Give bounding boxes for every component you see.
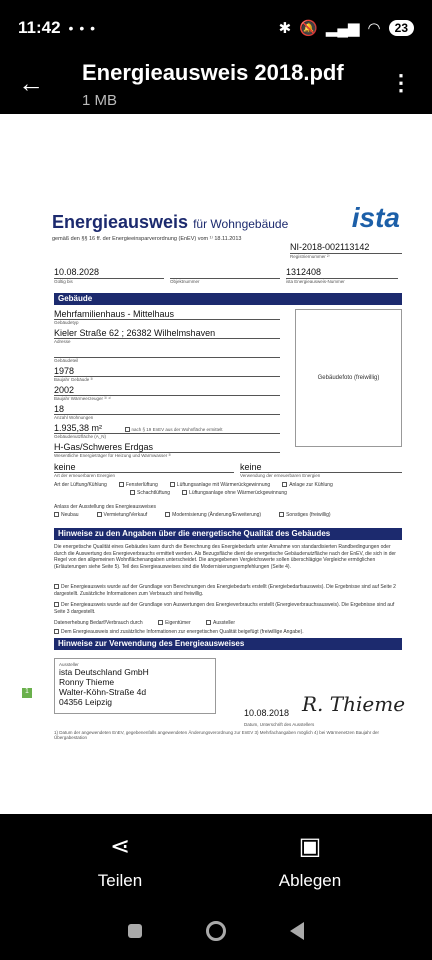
checkbox-icon — [54, 584, 59, 589]
sign-date: 10.08.2018 — [244, 708, 290, 718]
checkbox-icon — [125, 427, 130, 432]
field-label: Gebäudeteil — [54, 358, 79, 363]
field-value — [54, 347, 280, 358]
vent-opt-label: Lüftungsanlage ohne Wärmerückgewinnung — [189, 490, 287, 496]
status-time: 11:42 — [18, 18, 61, 37]
valid-until-value: 10.08.2028 — [54, 267, 164, 279]
reason-opt — [165, 512, 261, 518]
ventilation-label: Art der Lüftung/Kühlung — [54, 482, 107, 488]
ista-number-label: ista Energieausweis-Nummer — [286, 279, 345, 284]
ventilation-row-2 — [54, 490, 402, 496]
object-number-value — [170, 267, 280, 279]
section-hints: Hinweise zu den Angaben über die energetische Qualität des Gebäudes — [54, 528, 402, 540]
building-photo: Gebäudefoto (freiwillig) — [295, 309, 402, 447]
ista-number-value: 1312408 — [286, 267, 398, 279]
reason-opt — [97, 512, 148, 518]
app-header — [0, 56, 432, 114]
field-value — [54, 423, 280, 434]
reason-opt-label: Sonstiges (freiwillig) — [286, 512, 331, 518]
vent-opt — [119, 482, 158, 488]
checkbox-icon — [97, 512, 102, 517]
mute-icon: 🔕 — [299, 20, 318, 37]
issuer-line: Walter-Köhn-Straße 4d — [59, 687, 147, 697]
wifi-icon: ◠ — [367, 20, 381, 37]
valid-until-label: Gültig bis — [54, 279, 73, 284]
checkbox-icon — [54, 602, 59, 607]
checkbox-icon — [54, 512, 59, 517]
nav-back-icon[interactable] — [290, 922, 304, 940]
bedarf-option — [54, 584, 402, 597]
field-label: Baujahr Gebäude ³⁾ — [54, 377, 94, 382]
extra-info-option — [54, 629, 402, 636]
checkbox-icon — [282, 482, 287, 487]
checkbox-icon — [54, 629, 59, 634]
field-label: Wesentliche Energieträger für Heizung und Warmwasser ³⁾ — [54, 453, 172, 458]
field-label: Art der erneuerbaren Energien — [54, 473, 116, 478]
checkbox-icon — [279, 512, 284, 517]
field-value: Mehrfamilienhaus - Mittelhaus — [54, 309, 280, 320]
status-bar — [0, 0, 432, 56]
reason-opt — [54, 512, 79, 518]
object-number-label: Objektnummer — [170, 279, 200, 284]
issuer-option — [206, 620, 235, 626]
reason-label-text: Anlass der Ausstellung des Energieausweises — [54, 504, 157, 510]
field-label: Verwendung der erneuerbaren Energien — [240, 473, 321, 478]
reason-label — [54, 504, 402, 510]
file-title: Energieausweis 2018.pdf — [82, 60, 344, 85]
reason-opt-label: Modernisierung (Änderung/Erweiterung) — [172, 512, 262, 518]
field-label: Anzahl Wohnungen — [54, 415, 94, 420]
field-value: Kieler Straße 62 ; 26382 Wilhelmshaven — [54, 328, 280, 339]
doc-subtitle: gemäß den §§ 16 ff. der Energieeinsparverordnung (EnEV) vom ¹⁾ 18.11.2013 — [52, 236, 242, 242]
field-building-part — [54, 347, 280, 363]
field-renewables-type — [54, 462, 234, 478]
ista-logo: ista — [351, 202, 400, 233]
system-navbar — [0, 902, 432, 960]
field-address — [54, 328, 280, 344]
home-icon[interactable] — [206, 921, 226, 941]
checkbox-icon — [182, 490, 187, 495]
recents-icon[interactable] — [128, 924, 142, 938]
reg-no-label: Registriernummer ²⁾ — [290, 254, 330, 259]
gallery-icon: ▣ — [298, 833, 322, 860]
checkbox-icon — [119, 482, 124, 487]
signature: R. Thieme — [302, 692, 406, 716]
checkbox-icon — [206, 620, 211, 625]
more-options-icon[interactable]: ⋮ — [390, 70, 412, 95]
field-renewables-use — [240, 462, 402, 478]
nach-note-text: nach § 19 EnEV aus der Wohnfläche ermittelt — [131, 427, 223, 432]
back-arrow-icon[interactable]: ← — [18, 68, 44, 98]
issuer-label: Aussteller — [59, 662, 79, 667]
vent-opt — [182, 490, 287, 496]
doc-title-small: für Wohngebäude — [193, 217, 289, 231]
checkbox-icon — [165, 512, 170, 517]
pdf-viewer[interactable] — [0, 114, 432, 814]
field-value: 18 — [54, 404, 280, 415]
reason-opt-label: Neubau — [61, 512, 79, 518]
issuer-line: 04356 Leipzig — [59, 697, 112, 707]
field-label: Baujahr Wärmeerzeuger ³⁾ ⁴⁾ — [54, 396, 112, 401]
hints-text: Die energetische Qualität eines Gebäudes kann durch die Berechnung des Energiebedarfs unter Annahme von standardisierten Randbedingungen oder durch die Auswertung des Energieverbrauchs ermittelt werden. Als Bezugsfläche dient die energetische Gebäudenutzfläche nach der EnEV, die sich in der Regel von den allgemeinen Wohnflächenangaben unterscheidet. Die angegebenen Vergleichswerte sollen überschlägige Vergleiche ermöglichen (Erläuterungen siehe Seite 5). Teil des Energieausweises sind die Modernisierungsempfehlungen (Seite 4). — [54, 544, 396, 570]
vent-opt — [130, 490, 170, 496]
field-floor-area — [54, 423, 280, 439]
issuer-option-label: Aussteller — [213, 620, 235, 626]
battery-icon: 23 — [389, 20, 414, 36]
footnote: 1) Datum der angewendeten EnEV, gegebenenfalls angewendeten Änderungsverordnung zur EnEV 3) Mehrfachangaben möglich 4) bei Wärmenetzen Baujahr der Übergabestation — [54, 730, 380, 740]
bedarf-text: Der Energieausweis wurde auf der Grundlage von Berechnungen des Energiebedarfs erstellt (Energiebedarfsausweis). Die Ergebnisse sind auf Seite 2 dargestellt. Zusätzliche Informationen zum Verbrauch sind freiwillig. — [54, 584, 396, 597]
field-value: keine — [240, 462, 402, 473]
checkbox-icon — [130, 490, 135, 495]
file-label: Ablegen — [278, 871, 342, 890]
vent-opt — [170, 482, 270, 488]
ventilation-row — [54, 482, 402, 488]
vent-opt-label: Anlage zur Kühlung — [289, 482, 333, 488]
data-collection-row — [54, 620, 402, 627]
vent-opt — [282, 482, 333, 488]
file-button[interactable] — [250, 832, 370, 891]
field-year-heater — [54, 385, 280, 402]
pdf-page — [20, 182, 412, 742]
share-label: Teilen — [97, 871, 143, 890]
field-year-building — [54, 366, 280, 383]
extra-info-text: Dem Energieausweis sind zusätzliche Informationen zur energetischen Qualität beigefügt (freiwillige Angabe). — [61, 629, 304, 635]
bluetooth-icon: ✱ — [278, 20, 292, 37]
reason-opt — [279, 512, 330, 518]
registration-number — [290, 242, 402, 260]
status-icons — [279, 19, 414, 37]
title-block — [82, 60, 344, 109]
doc-title-main: Energieausweis — [52, 212, 189, 232]
owner-option — [158, 620, 191, 626]
reason-row — [54, 512, 402, 518]
file-size: 1 MB — [82, 92, 118, 109]
verbrauch-option — [54, 602, 402, 615]
owner-label: Eigentümer — [165, 620, 191, 626]
checkbox-icon — [158, 620, 163, 625]
vent-opt-label: Schachtlüftung — [137, 490, 171, 496]
notification-dots: • • • — [68, 20, 97, 36]
field-value: 1978 — [54, 366, 280, 377]
section-building: Gebäude — [54, 293, 402, 305]
signal-icon: ▂▄▆ — [325, 20, 360, 37]
vent-opt-label: Fensterlüftung — [125, 482, 158, 488]
section-usage: Hinweise zur Verwendung des Energieausweises — [54, 638, 402, 650]
field-value: 2002 — [54, 385, 280, 396]
field-value: H-Gas/Schweres Erdgas — [54, 442, 280, 453]
issuer-line: Ronny Thieme — [59, 677, 115, 687]
checkbox-icon — [170, 482, 175, 487]
field-label: Adresse — [54, 339, 71, 344]
issuer-box — [54, 658, 216, 714]
floor-area-value: 1.935,38 m² — [54, 423, 103, 433]
nach-note — [125, 427, 223, 432]
reason-opt-label: Vermietung/Verkauf — [103, 512, 148, 518]
vent-opt-label: Lüftungsanlage mit Wärmerückgewinnung — [176, 482, 271, 488]
verbrauch-text: Der Energieausweis wurde auf der Grundlage von Auswertungen des Energieverbrauchs erstellt (Energieverbrauchsausweis). Die Ergebnisse sind auf Seite 3 dargestellt. — [54, 602, 395, 615]
sign-label: Datum, Unterschrift des Ausstellers — [244, 722, 315, 727]
field-energy-carrier — [54, 442, 280, 459]
share-icon: ⋖ — [109, 833, 131, 860]
field-value: keine — [54, 462, 234, 473]
doc-title — [52, 212, 288, 233]
reg-no-value: NI-2018-002113142 — [290, 242, 402, 254]
share-button[interactable] — [60, 832, 180, 891]
validity-row — [54, 267, 402, 284]
field-label: Gebäudetyp — [54, 320, 79, 325]
field-apartments — [54, 404, 280, 420]
issuer-line: ista Deutschland GmbH — [59, 667, 149, 677]
data-collection-label: Datenerhebung Bedarf/Verbrauch durch — [54, 620, 143, 626]
bottom-actions — [0, 814, 432, 902]
field-building-type — [54, 309, 280, 325]
green-badge: 1 — [22, 688, 32, 698]
field-label: Gebäudenutzfläche (A_N) — [54, 434, 107, 439]
